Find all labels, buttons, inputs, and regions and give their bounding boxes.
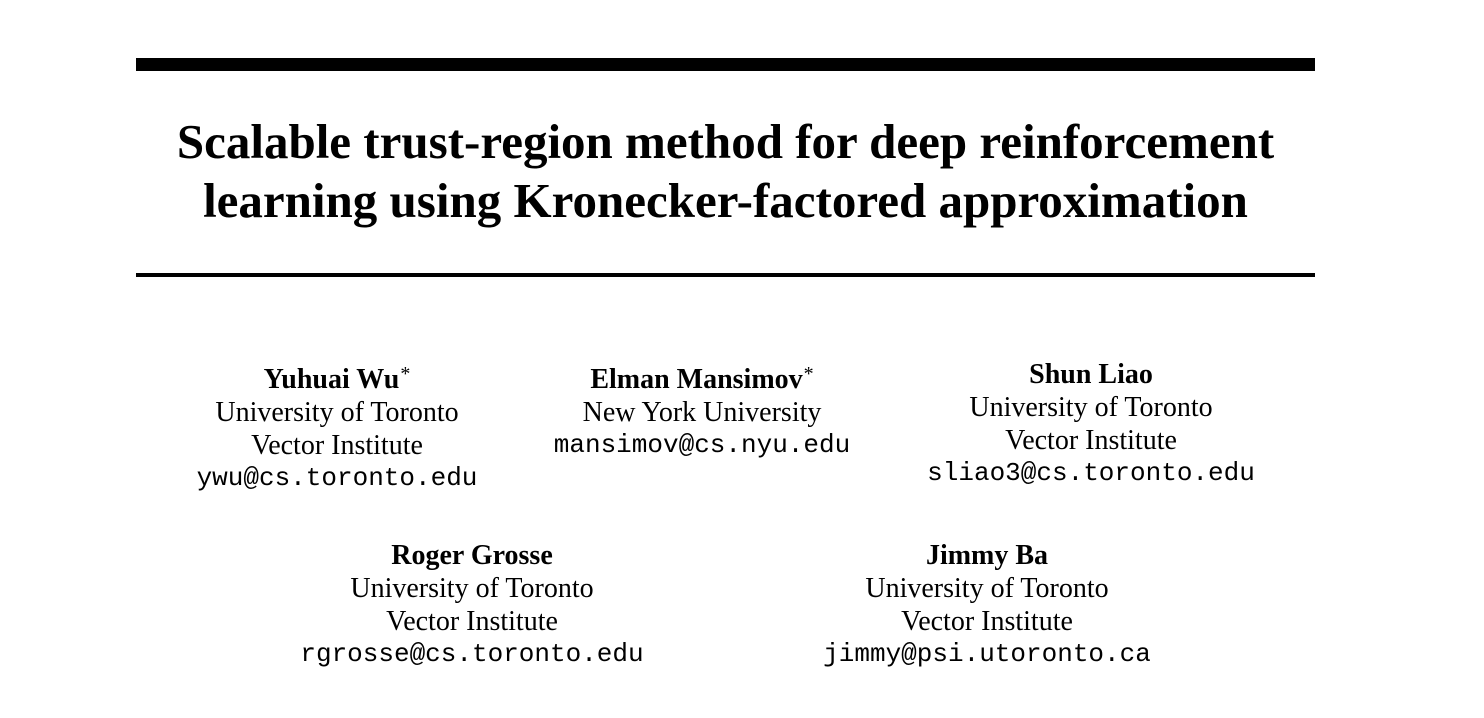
- author-affiliation: Vector Institute: [251, 430, 423, 461]
- author-email: mansimov@cs.nyu.edu: [553, 430, 851, 460]
- author-name: Shun Liao: [1029, 359, 1153, 390]
- equal-contribution-mark: *: [400, 363, 411, 385]
- author-name: Roger Grosse: [391, 540, 553, 571]
- author-name: Elman Mansimov*: [590, 363, 814, 395]
- author-affiliation: University of Toronto: [350, 573, 594, 604]
- author-name: Jimmy Ba: [925, 540, 1049, 571]
- paper-title: [136, 112, 1315, 230]
- author-affiliation: Vector Institute: [386, 606, 558, 637]
- author-email: jimmy@psi.utoronto.ca: [823, 639, 1151, 669]
- author-block-elman-mansimov: [492, 358, 912, 462]
- equal-contribution-mark: *: [803, 363, 814, 385]
- author-affiliation: New York University: [582, 397, 822, 428]
- author-affiliation: Vector Institute: [1005, 425, 1177, 456]
- author-block-shun-liao: [881, 358, 1301, 490]
- author-name: Yuhuai Wu*: [263, 363, 411, 395]
- title-top-rule: [136, 58, 1315, 71]
- author-affiliation: University of Toronto: [215, 397, 459, 428]
- author-affiliation: Vector Institute: [901, 606, 1073, 637]
- author-affiliation: University of Toronto: [969, 392, 1213, 423]
- title-bottom-rule: [136, 273, 1315, 277]
- author-block-roger-grosse: [262, 539, 682, 671]
- author-block-yuhuai-wu: [127, 358, 547, 495]
- author-block-jimmy-ba: [777, 539, 1197, 671]
- paper-title-line-1: Scalable trust-region method for deep reinforcement: [176, 114, 1275, 169]
- author-email: ywu@cs.toronto.edu: [196, 463, 478, 493]
- author-email: rgrosse@cs.toronto.edu: [300, 639, 644, 669]
- author-affiliation: University of Toronto: [865, 573, 1109, 604]
- author-email: sliao3@cs.toronto.edu: [927, 458, 1255, 488]
- paper-title-line-2: learning using Kronecker-factored approximation: [203, 173, 1248, 228]
